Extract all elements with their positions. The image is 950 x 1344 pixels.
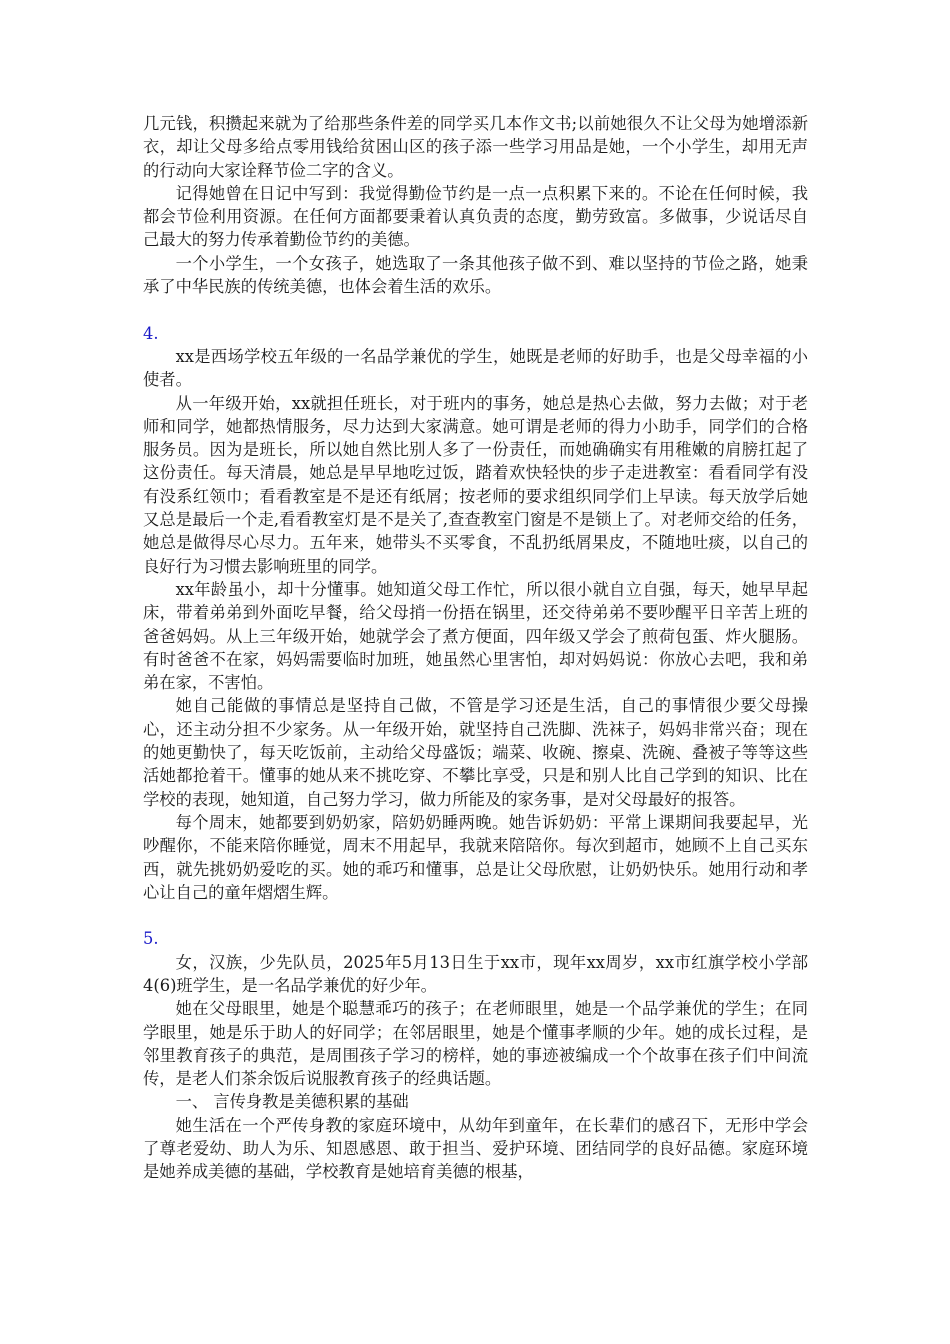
paragraph: 一、 言传身教是美德积累的基础 [175,1092,409,1112]
blank-line [143,904,808,927]
paragraph: 几元钱，积攒起来就为了给那些条件差的同学买几本作文书;以前她很久不让父母为她增添新衣，却让父母多给点零用钱给贫困山区的孩子添一些学习用品是她，一个小学生，却用无声的行动向大家诠释节俭二字的含义。 [143,114,808,180]
paragraph: 她自己能做的事情总是坚持自己做，不管是学习还是生活，自己的事情很少要父母操心，还主动分担不少家务。从一年级开始，就坚持自己洗脚、洗袜子，妈妈非常兴奋；现在的她更勤快了，每天吃饭前，主动给父母盛饭；端菜、收碗、擦桌、洗碗、叠被子等等这些活她都抢着干。懂事的她从来不挑吃穿、不攀比享受，只是和别人比自己学到的知识、比在学校的表现，她知道，自己努力学习，做力所能及的家务事，是对父母最好的报答。 [143,696,808,809]
document-body [143,112,808,1184]
paragraph: 女，汉族，少先队员，2025年5月13日生于xx市，现年xx周岁，xx市红旗学校小学部4(6)班学生，是一名品学兼优的好少年。 [143,952,808,995]
paragraph: 一个小学生，一个女孩子，她选取了一条其他孩子做不到、难以坚持的节俭之路，她秉承了中华民族的传统美德，也体会着生活的欢乐。 [143,253,808,297]
paragraph: 她在父母眼里，她是个聪慧乖巧的孩子；在老师眼里，她是一个品学兼优的学生；在同学眼里，她是乐于助人的好同学；在邻居眼里，她是个懂事孝顺的少年。她的成长过程，是邻里教育孩子的典范，是周围孩子学习的榜样，她的事迹被编成一个个故事在孩子们中间流传，是老人们茶余饭后说服教育孩子的经典话题。 [143,999,808,1089]
paragraph: 她生活在一个严传身教的家庭环境中，从幼年到童年，在长辈们的感召下，无形中学会了尊老爱幼、助人为乐、知恩感恩、敢于担当、爱护环境、团结同学的良好品德。家庭环境是她养成美德的基础，学校教育是她培育美德的根基， [143,1115,808,1182]
blank-line [143,298,808,321]
paragraph: 每个周末，她都要到奶奶家，陪奶奶睡两晚。她告诉奶奶：平常上课期间我要起早，光吵醒你，不能来陪你睡觉，周末不用起早，我就来陪陪你。每次到超市，她顾不上自己买东西，就先挑奶奶爱吃的买。她的乖巧和懂事，总是让父母欣慰，让奶奶快乐。她用行动和孝心让自己的童年熠熠生辉。 [143,812,808,902]
section-number: 5. [143,929,159,949]
paragraph: xx是西场学校五年级的一名品学兼优的学生，她既是老师的好助手，也是父母幸福的小使者。 [143,346,808,390]
section-number: 4. [143,323,159,343]
paragraph: xx年龄虽小，却十分懂事。她知道父母工作忙，所以很小就自立自强，每天，她早早起床，带着弟弟到外面吃早餐，给父母捎一份捂在锅里，还交待弟弟不要吵醒平日辛苦上班的爸爸妈妈。从上三年级开始，她就学会了煮方便面，四年级又学会了煎荷包蛋、炸火腿肠。有时爸爸不在家，妈妈需要临时加班，她虽然心里害怕，却对妈妈说：你放心去吧，我和弟弟在家，不害怕。 [143,579,808,693]
paragraph: 记得她曾在日记中写到：我觉得勤俭节约是一点一点积累下来的。不论在任何时候，我都会节俭利用资源。在任何方面都要秉着认真负责的态度，勤劳致富。多做事，少说话尽自己最大的努力传承着勤俭节约的美德。 [143,183,808,250]
paragraph: 从一年级开始，xx就担任班长，对于班内的事务，她总是热心去做，努力去做；对于老师和同学，她都热情服务，尽力达到大家满意。她可谓是老师的得力小助手，同学们的合格服务员。因为是班长，所以她自然比别人多了一份责任，而她确确实有用稚嫩的肩膀扛起了这份责任。每天清晨，她总是早早地吃过饭，踏着欢快轻快的步子走进教室：看看同学有没有没系红领巾；看看教室是不是还有纸屑；按老师的要求组织同学们上早读。每天放学后她又总是最后一个走,看看教室灯是不是关了,查查教室门窗是不是锁上了。对老师交给的任务，她总是做得尽心尽力。五年来，她带头不买零食，不乱扔纸屑果皮，不随地吐痰，以自己的良好行为习惯去影响班里的同学。 [143,393,808,576]
